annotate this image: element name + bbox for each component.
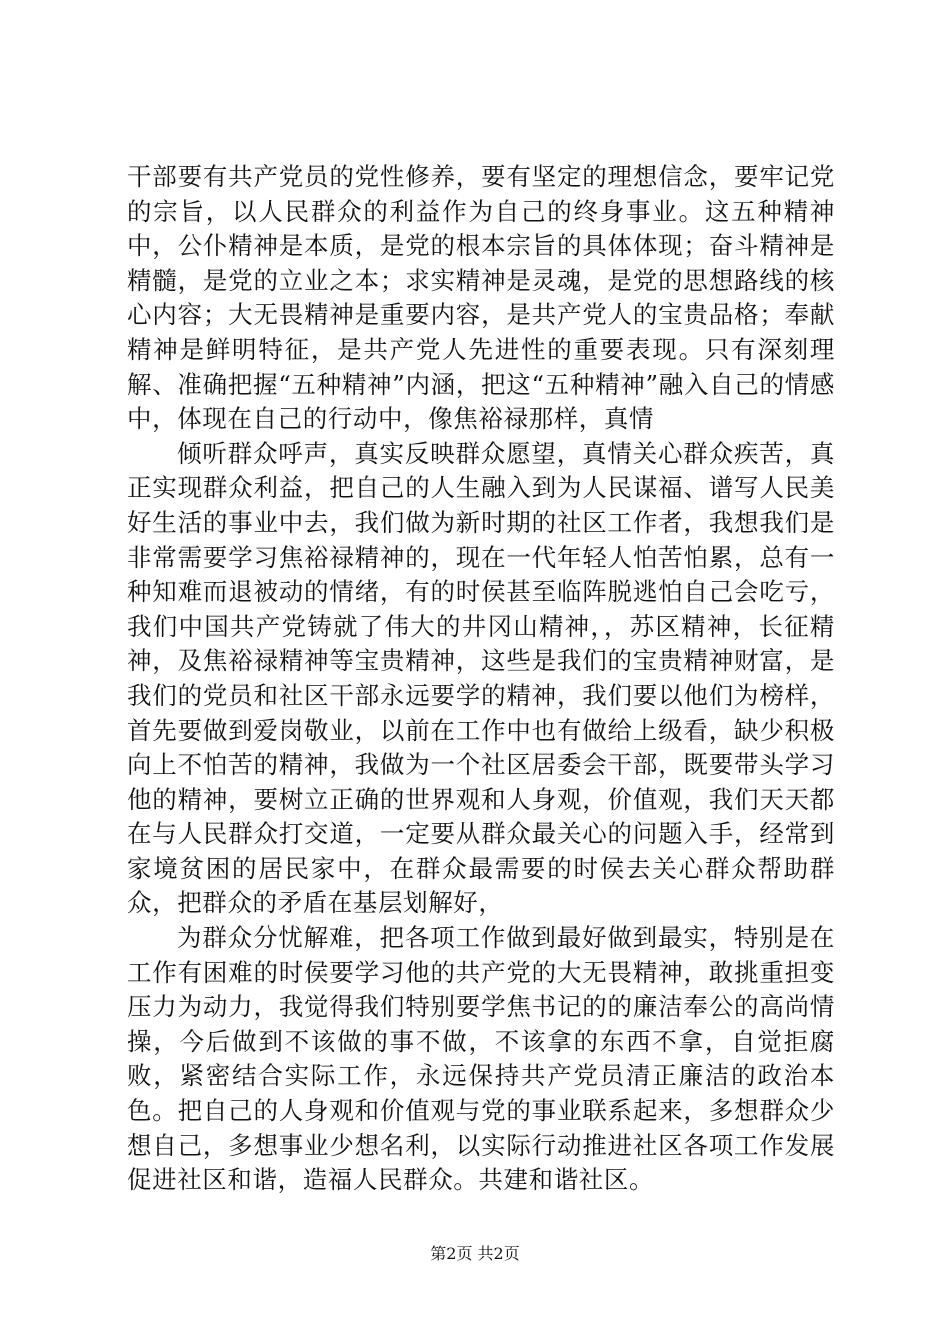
paragraph-1: 干部要有共产党员的党性修养，要有坚定的理想信念，要牢记党的宗旨，以人民群众的利益作为自己的终身事业。这五种精神中，公仆精神是本质，是党的根本宗旨的具体体现；奋斗精神是精髓，是党的立业之本；求实精神是灵魂，是党的思想路线的核心内容；大无畏精神是重要内容，是共产党人的宝贵品格；奉献精神是鲜明特征，是共产党人先进性的重要表现。只有深刻理解、准确把握“五种精神”内涵，把这“五种精神”融入自己的情感中，体现在自己的行动中，像焦裕禄那样，真情 <box>127 162 835 434</box>
page-footer: 第2页 共2页 <box>430 1244 520 1263</box>
paragraph-2: 倾听群众呼声，真实反映群众愿望，真情关心群众疾苦，真正实现群众利益，把自己的人生融入到为人民谋福、谱写人民美好生活的事业中去，我们做为新时期的社区工作者，我想我们是非常需要学习焦裕禄精神的，现在一代年轻人怕苦怕累，总有一种知难而退被动的情绪，有的时侯甚至临阵脱逃怕自己会吃亏，我们中国共产党铸就了伟大的井冈山精神，，苏区精神，长征精神，及焦裕禄精神等宝贵精神，这些是我们的宝贵精神财富，是我们的党员和社区干部永远要学的精神，我们要以他们为榜样，首先要做到爱岗敬业，以前在工作中也有做给上级看，缺少积极向上不怕苦的精神，我做为一个社区居委会干部，既要带头学习他的精神，要树立正确的世界观和人身观，价值观，我们天天都在与人民群众打交道，一定要从群众最关心的问题入手，经常到家境贫困的居民家中，在群众最需要的时侯去关心群众帮助群众，把群众的矛盾在基层划解好， <box>127 438 835 918</box>
paragraph-3: 为群众分忧解难，把各项工作做到最好做到最实，特别是在工作有困难的时侯要学习他的共产党的大无畏精神，敢挑重担变压力为动力，我觉得我们特别要学焦书记的的廉洁奉公的高尚情操，今后做到不该做的事不做，不该拿的东西不拿，自觉拒腐败，紧密结合实际工作，永远保持共产党员清正廉洁的政治本色。把自己的人身观和价值观与党的事业联系起来，多想群众少想自己，多想事业少想名利，以实际行动推进社区各项工作发展促进社区和谐，造福人民群众。共建和谐社区。 <box>127 923 835 1195</box>
document-body <box>127 160 835 1198</box>
